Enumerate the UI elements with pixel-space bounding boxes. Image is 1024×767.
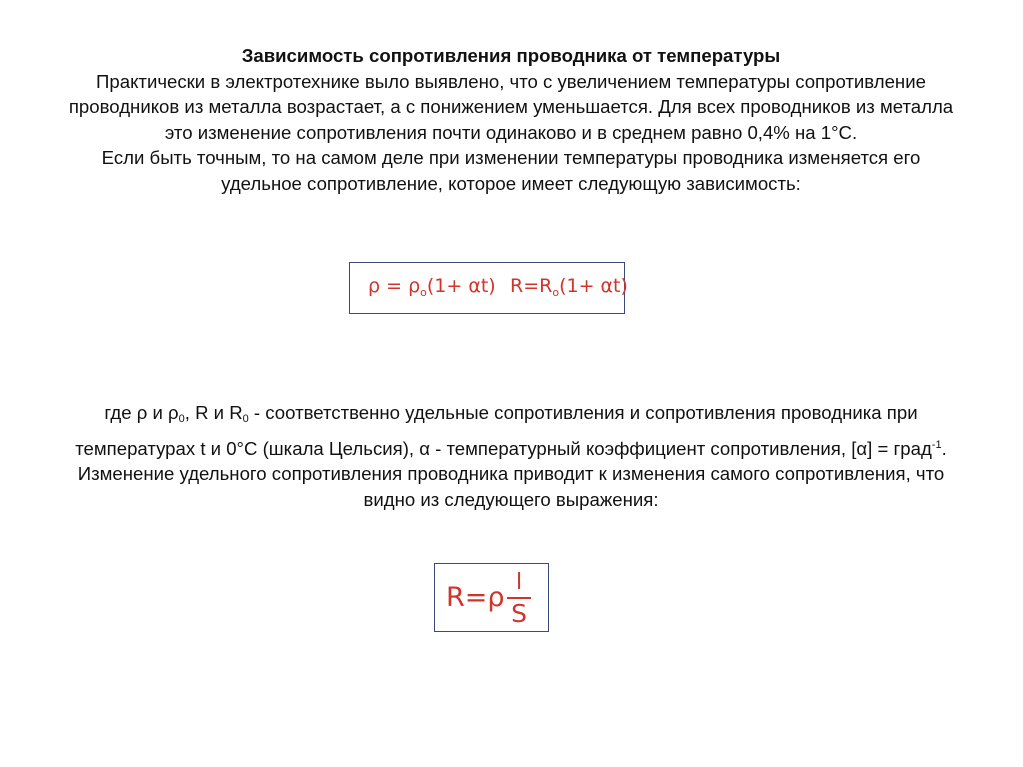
- intro-line-4: Если быть точным, то на самом деле при изменении температуры проводника изменяется его: [101, 147, 921, 168]
- resistance-formula: [510, 275, 628, 299]
- desc-l2-b: .: [941, 437, 947, 459]
- slide-title: Зависимость сопротивления проводника от температуры: [241, 45, 781, 66]
- formula2-numerator: l: [515, 570, 523, 595]
- resistance-geometry-formula-box: [434, 563, 549, 632]
- intro-text: [0, 43, 1022, 196]
- formula2-lhs: R=ρ: [446, 582, 505, 613]
- formula-temperature-factor: (1+ αt): [426, 275, 496, 297]
- formula-rho: ρ: [368, 275, 381, 297]
- formula-rho0-subscript: o: [420, 286, 427, 299]
- desc-line-3: Изменение удельного сопротивления проводника приводит к изменения самого сопротивления, что: [77, 463, 945, 484]
- desc-line-1: [0, 400, 1022, 433]
- resistivity-formula-box: [349, 262, 628, 314]
- desc-l2-a: температурах t и 0°С (шкала Цельсия), α - температурный коэффициент сопротивления, [α] = град: [75, 437, 932, 459]
- desc-l1-c: - соответственно удельные сопротивления и сопротивления проводника при: [248, 402, 918, 423]
- desc-line-2: [0, 433, 1022, 462]
- formula-temperature-factor-2: (1+ αt): [559, 275, 628, 297]
- desc-line-4: видно из следующего выражения:: [363, 488, 659, 510]
- formula-equals-2: =: [523, 275, 540, 297]
- intro-line-3: это изменение сопротивления почти одинаково и в среднем равно 0,4% на 1°С.: [164, 121, 858, 143]
- description-text: [0, 400, 1022, 512]
- intro-line-2: проводников из металла возрастает, а с понижением уменьшается. Для всех проводников из металла: [68, 96, 954, 117]
- formula2-fraction: [507, 571, 531, 627]
- desc-l1-b: , R и R: [184, 402, 243, 423]
- desc-subscript-rho0: 0: [178, 413, 185, 425]
- resistivity-formula: [368, 275, 496, 299]
- formula-r: R: [510, 275, 524, 297]
- formula-r0: R: [539, 275, 553, 297]
- desc-l1-a: где ρ и ρ: [104, 402, 179, 423]
- formula-r0-subscript: o: [552, 286, 560, 299]
- desc-subscript-r0: 0: [242, 413, 249, 425]
- formula-equals: =: [380, 275, 409, 297]
- intro-line-5: удельное сопротивление, которое имеет следующую зависимость:: [221, 172, 801, 194]
- formula2-denominator: S: [511, 599, 527, 628]
- formula-rho0: ρ: [408, 275, 421, 297]
- intro-line-1: Практически в электротехнике выло выявлено, что с увеличением температуры сопротивление: [96, 70, 926, 92]
- desc-superscript: -1: [931, 438, 942, 451]
